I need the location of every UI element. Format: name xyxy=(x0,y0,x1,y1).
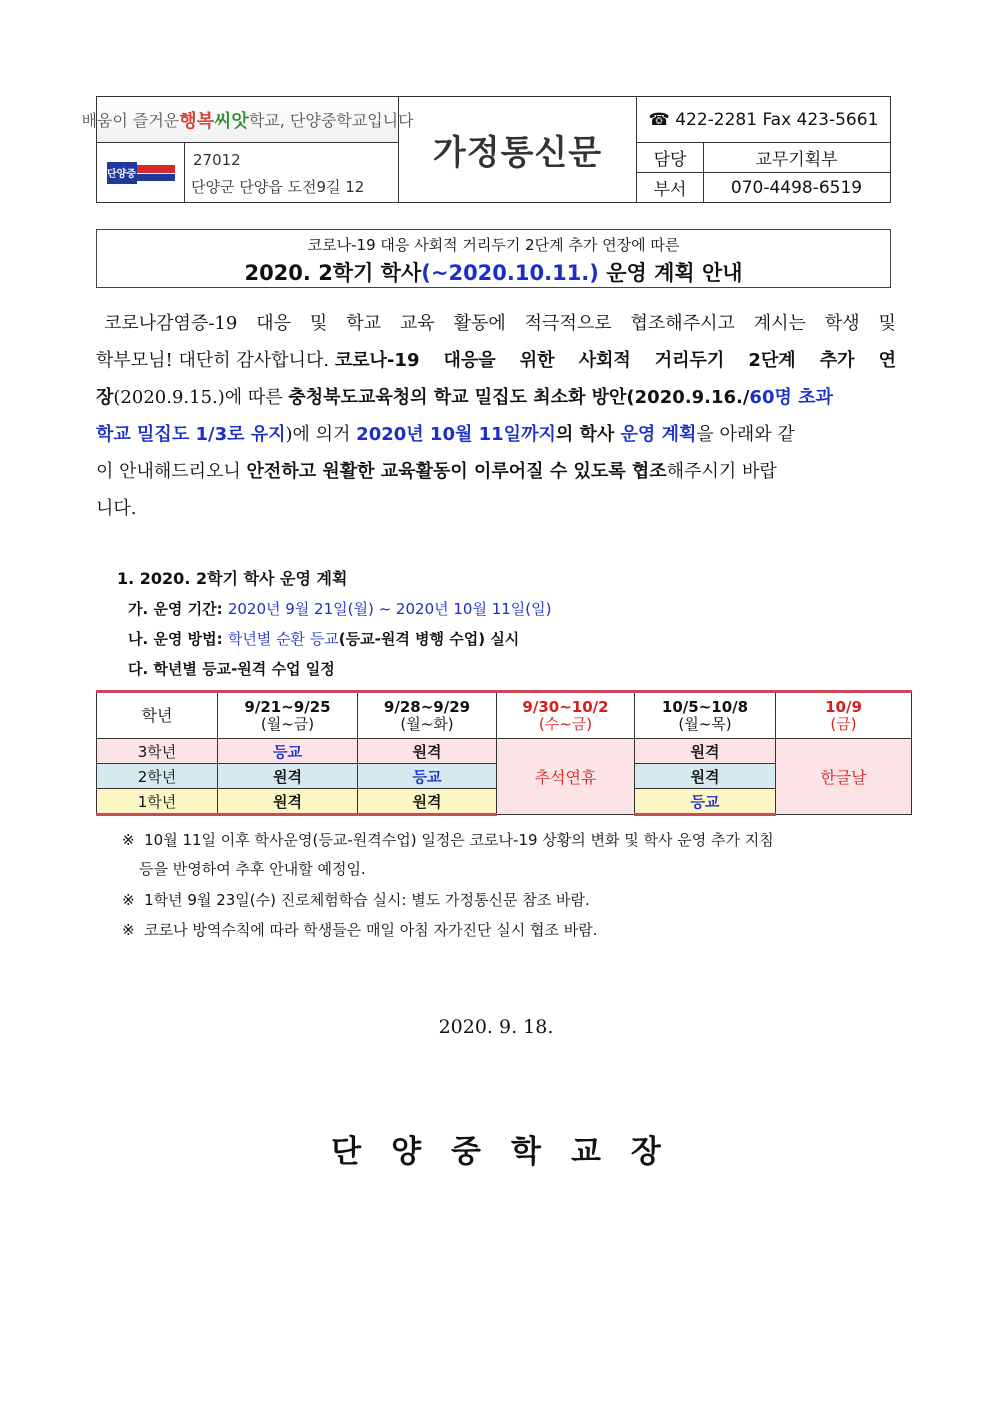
zip-code: 27012 xyxy=(193,151,241,169)
document-title: 가정통신문 xyxy=(399,97,637,202)
grade-cell: 1학년 xyxy=(97,789,218,815)
table-row xyxy=(97,739,912,764)
col-header-1: 9/21~9/25 (월~금) xyxy=(218,692,358,739)
col-header-4: 10/5~10/8 (월~목) xyxy=(635,692,776,739)
note-3: ※ 코로나 방역수칙에 따라 학생들은 매일 아침 자가진단 실시 협조 바람. xyxy=(122,921,598,939)
body-line-2: 학부모님! 대단히 감사합니다. 코로나-19 대응을 위한 사회적 거리두기 2단계 추가 연 xyxy=(96,350,896,371)
phone-fax: ☎ 422-2281 Fax 423-5661 xyxy=(637,97,890,143)
note-1: ※ 10월 11일 이후 학사운영(등교-원격수업) 일정은 코로나-19 상황의 변화 및 학사 운영 추가 지침 xyxy=(122,831,774,849)
letterhead xyxy=(81,96,891,203)
schedule-cell: 원격 xyxy=(358,789,497,815)
grade-header: 학년 xyxy=(97,692,218,739)
school-logo xyxy=(97,143,185,202)
schedule-item: 다. 학년별 등교-원격 수업 일정 xyxy=(128,660,335,678)
slogan-seed: 씨앗 xyxy=(214,110,249,132)
principal-signature: 단양중학교장 xyxy=(331,1134,691,1170)
logo-text: 단양중 xyxy=(107,162,137,184)
grade-cell: 3학년 xyxy=(97,739,218,764)
grade-cell: 2학년 xyxy=(97,764,218,789)
schedule-cell: 등교 xyxy=(218,739,358,764)
schedule-cell: 등교 xyxy=(358,764,497,789)
hangul-day-cell: 한글날 xyxy=(776,739,912,815)
body-line-5: 이 안내해드리오니 안전하고 원활한 교육활동이 이루어질 수 있도록 협조해주시기 바랍 xyxy=(96,461,777,482)
notice-subtitle: 코로나-19 대응 사회적 거리두기 2단계 추가 연장에 따른 xyxy=(307,236,680,254)
slogan-happy: 행복 xyxy=(179,110,215,132)
schedule-cell: 등교 xyxy=(635,789,776,815)
note-2: ※ 1학년 9월 23일(수) 진로체험학습 실시: 별도 가정통신문 참조 바람. xyxy=(122,891,590,909)
schedule-table xyxy=(96,690,912,816)
slogan-school: 학교, 단양중학교입니다 xyxy=(248,111,414,130)
department-value: 교무기획부 xyxy=(755,150,838,170)
issue-date: 2020. 9. 18. xyxy=(438,1016,554,1038)
section-heading: 1. 2020. 2학기 학사 운영 계획 xyxy=(117,569,348,588)
school-slogan xyxy=(81,97,414,143)
department-row xyxy=(637,143,890,173)
department-label: 담당 xyxy=(637,143,704,172)
note-1-cont: 등을 반영하여 추후 안내할 예정임. xyxy=(139,860,366,878)
notice-title: 2020. 2학기 학사(~2020.10.11.) 운영 계획 안내 xyxy=(244,261,743,285)
body-line-6: 니다. xyxy=(96,498,137,519)
contact-value: 070-4498-6519 xyxy=(730,177,863,198)
schedule-cell: 원격 xyxy=(218,764,358,789)
contact-label: 부서 xyxy=(637,173,704,202)
period-item: 가. 운영 기간: 2020년 9월 21일(월) ~ 2020년 10월 11일(일) xyxy=(128,600,552,618)
chuseok-holiday-cell: 추석연휴 xyxy=(497,739,635,815)
schedule-cell: 원격 xyxy=(635,739,776,764)
slogan-text: 배움이 즐거운 xyxy=(81,111,180,130)
contact-row xyxy=(637,173,890,202)
col-header-2: 9/28~9/29 (월~화) xyxy=(358,692,497,739)
col-header-3: 9/30~10/2 (수~금) xyxy=(497,692,635,739)
body-line-3: 장(2020.9.15.)에 따른 충청북도교육청의 학교 밀집도 최소화 방안(2020.9.16./60명 초과 xyxy=(96,387,833,408)
schedule-cell: 원격 xyxy=(358,739,497,764)
notice-title-box xyxy=(96,229,891,288)
school-logo-icon xyxy=(107,162,175,184)
street-address: 단양군 단양읍 도전9길 12 xyxy=(191,178,365,196)
schedule-cell: 원격 xyxy=(218,789,358,815)
col-header-5: 10/9 (금) xyxy=(776,692,912,739)
body-line-4: 학교 밀집도 1/3로 유지)에 의거 2020년 10월 11일까지의 학사 운영 계획을 아래와 같 xyxy=(96,424,795,445)
schedule-cell: 원격 xyxy=(635,764,776,789)
body-line-1: 코로나감염증-19 대응 및 학교 교육 활동에 적극적으로 협조해주시고 계시는 학생 및 xyxy=(104,313,896,334)
method-item: 나. 운영 방법: 학년별 순환 등교(등교-원격 병행 수업) 실시 xyxy=(128,630,520,648)
school-address xyxy=(185,143,399,202)
